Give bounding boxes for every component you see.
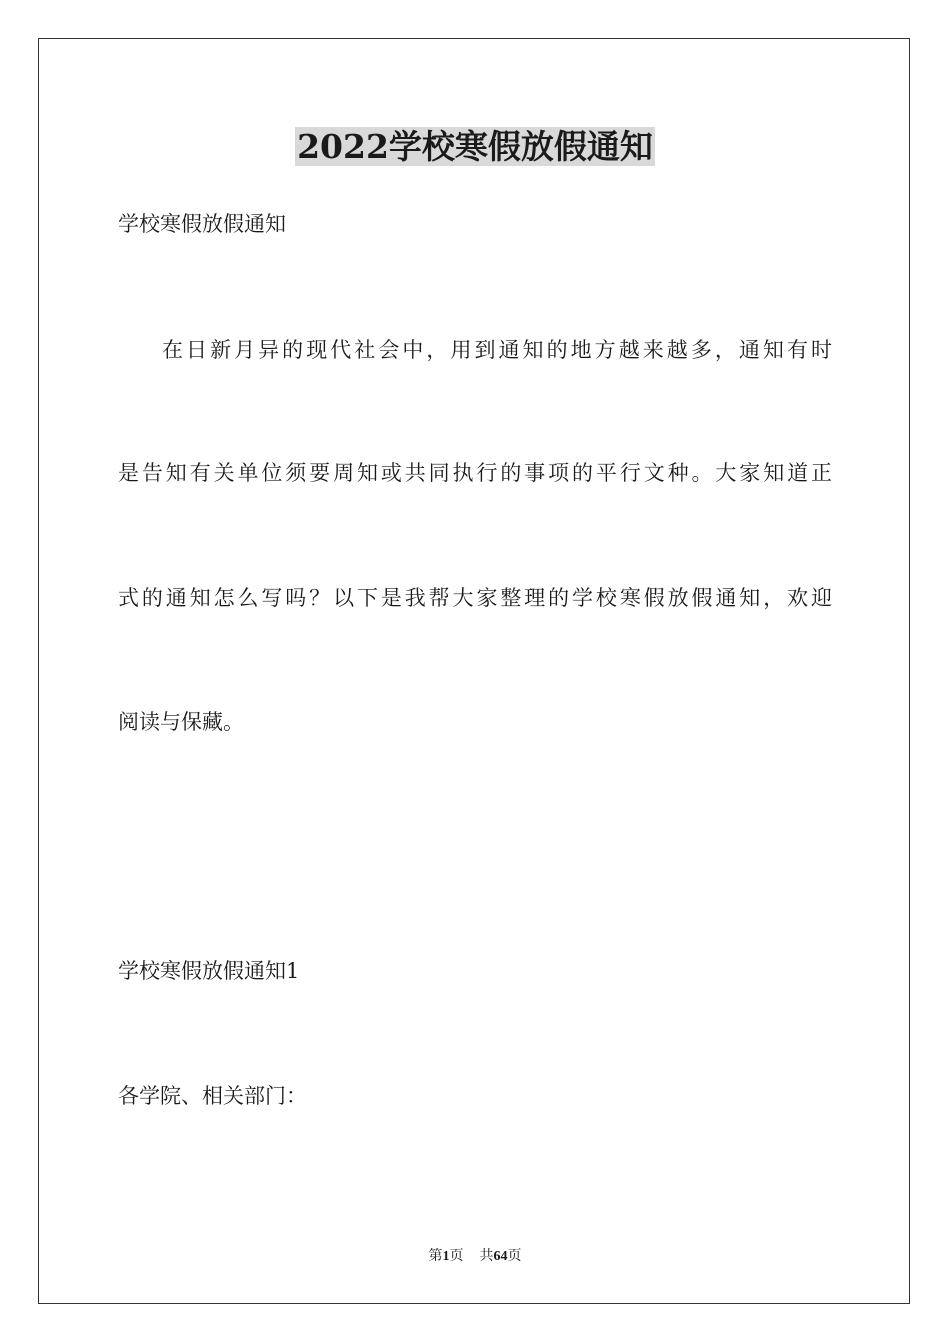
footer-page-prefix: 第 bbox=[428, 1249, 443, 1264]
document-title-text: 2022学校寒假放假通知 bbox=[297, 127, 653, 166]
footer-total-suffix: 页 bbox=[507, 1249, 522, 1264]
footer-total-prefix: 共 bbox=[479, 1249, 494, 1264]
section-heading: 学校寒假放假通知1 bbox=[118, 959, 300, 983]
footer-page-suffix: 页 bbox=[449, 1249, 464, 1264]
intro-line-4: 阅读与保藏。 bbox=[118, 710, 244, 734]
footer-total-pages: 64 bbox=[493, 1249, 508, 1264]
intro-line-1: 在日新月异的现代社会中，用到通知的地方越来越多，通知有时 bbox=[162, 338, 832, 362]
page-footer bbox=[0, 1248, 950, 1266]
footer-page-number: 1 bbox=[442, 1249, 450, 1264]
intro-line-2: 是告知有关单位须要周知或共同执行的事项的平行文种。大家知道正 bbox=[118, 461, 832, 485]
salutation: 各学院、相关部门： bbox=[118, 1084, 307, 1108]
document-title bbox=[0, 124, 950, 170]
intro-line-3: 式的通知怎么写吗？以下是我帮大家整理的学校寒假放假通知，欢迎 bbox=[118, 586, 832, 610]
document-subtitle: 学校寒假放假通知 bbox=[118, 212, 286, 236]
